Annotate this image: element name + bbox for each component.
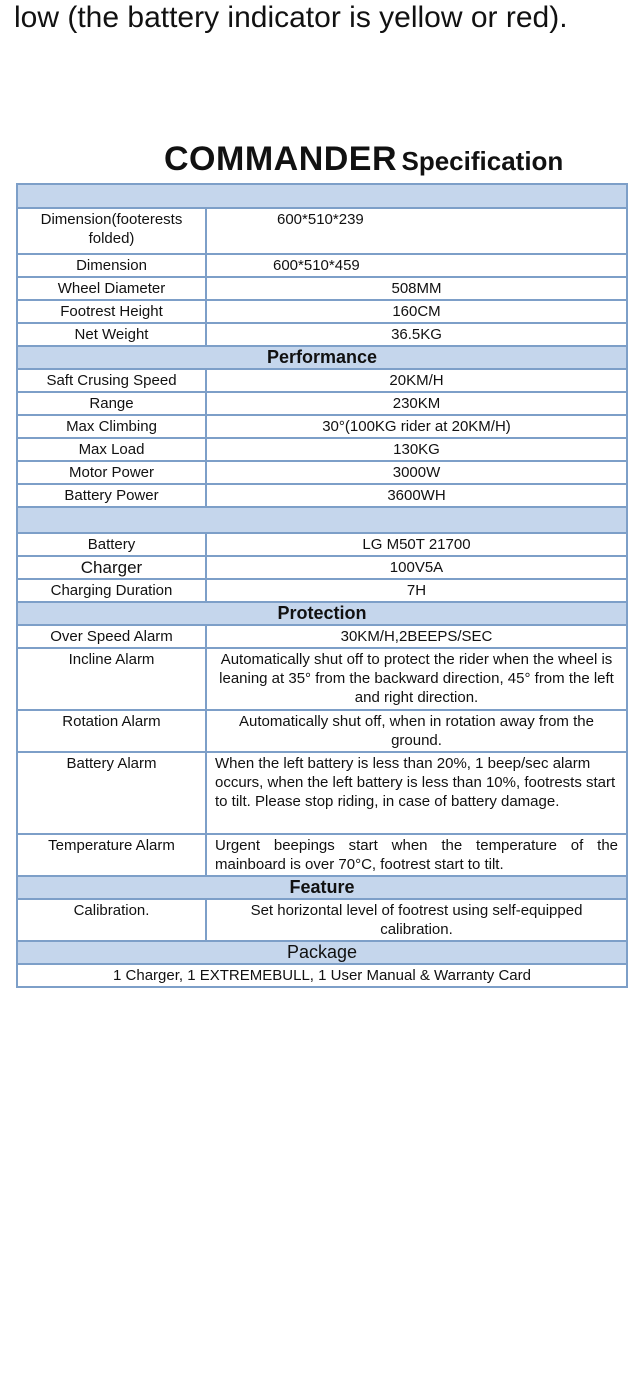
- package-contents: 1 Charger, 1 EXTREMEBULL, 1 User Manual & Warranty Card: [17, 964, 627, 987]
- table-row: [17, 254, 627, 277]
- section-package: [17, 941, 627, 964]
- section-heading: Performance: [17, 346, 627, 369]
- row-value: 3000W: [206, 461, 627, 484]
- table-row: [17, 461, 627, 484]
- row-value: 100V5A: [206, 556, 627, 579]
- row-label: Dimension(footerests folded): [17, 208, 206, 254]
- band-top: [17, 184, 627, 208]
- table-row: [17, 533, 627, 556]
- row-value: 3600WH: [206, 484, 627, 507]
- row-label: Net Weight: [17, 323, 206, 346]
- table-row: [17, 752, 627, 834]
- row-value: Urgent beepings start when the temperature of the mainboard is over 70°C, footrest start to tilt.: [206, 834, 627, 876]
- row-label: Motor Power: [17, 461, 206, 484]
- row-value: 600*510*459: [206, 254, 627, 277]
- row-value: 508MM: [206, 277, 627, 300]
- section-protection: [17, 602, 627, 625]
- intro-text: low (the battery indicator is yellow or red).: [14, 1, 568, 34]
- row-value: When the left battery is less than 20%, 1 beep/sec alarm occurs, when the left battery is less than 10%, footrests start to tilt. Please stop riding, in case of battery damage.: [206, 752, 627, 834]
- row-label: Rotation Alarm: [17, 710, 206, 752]
- band-battery: [17, 507, 627, 533]
- row-label: Dimension: [17, 254, 206, 277]
- table-row: [17, 277, 627, 300]
- section-performance: [17, 346, 627, 369]
- table-row: [17, 964, 627, 987]
- section-heading: Feature: [17, 876, 627, 899]
- row-value: 30°(100KG rider at 20KM/H): [206, 415, 627, 438]
- row-label: Range: [17, 392, 206, 415]
- spec-title-main: COMMANDER: [164, 140, 398, 178]
- table-row: [17, 556, 627, 579]
- table-row: [17, 648, 627, 710]
- row-label: Battery Power: [17, 484, 206, 507]
- table-row: [17, 323, 627, 346]
- row-value: 600*510*239: [206, 208, 627, 254]
- spec-title: [164, 140, 563, 179]
- row-label: Battery Alarm: [17, 752, 206, 834]
- table-row: [17, 208, 627, 254]
- row-value: 130KG: [206, 438, 627, 461]
- row-value: 230KM: [206, 392, 627, 415]
- row-label: Calibration.: [17, 899, 206, 941]
- table-row: [17, 625, 627, 648]
- table-row: [17, 369, 627, 392]
- section-heading: Protection: [17, 602, 627, 625]
- row-label: Temperature Alarm: [17, 834, 206, 876]
- row-value: 160CM: [206, 300, 627, 323]
- table-row: [17, 834, 627, 876]
- table-row: [17, 899, 627, 941]
- spec-title-sub: Specification: [401, 146, 564, 176]
- row-label: Footrest Height: [17, 300, 206, 323]
- row-value: 36.5KG: [206, 323, 627, 346]
- row-label: Battery: [17, 533, 206, 556]
- row-label: Over Speed Alarm: [17, 625, 206, 648]
- table-row: [17, 415, 627, 438]
- row-value: 30KM/H,2BEEPS/SEC: [206, 625, 627, 648]
- row-label: Max Load: [17, 438, 206, 461]
- table-row: [17, 392, 627, 415]
- spec-table: [16, 183, 628, 988]
- row-value: Set horizontal level of footrest using self-equipped calibration.: [206, 899, 627, 941]
- row-label: Max Climbing: [17, 415, 206, 438]
- row-label: Charging Duration: [17, 579, 206, 602]
- row-label: Charger: [17, 556, 206, 579]
- table-row: [17, 438, 627, 461]
- row-label: Incline Alarm: [17, 648, 206, 710]
- row-value: Automatically shut off to protect the rider when the wheel is leaning at 35° from the backward direction, 45° from the left and right direction.: [206, 648, 627, 710]
- row-label: Wheel Diameter: [17, 277, 206, 300]
- row-value: Automatically shut off, when in rotation away from the ground.: [206, 710, 627, 752]
- section-heading: Package: [17, 941, 627, 964]
- table-row: [17, 300, 627, 323]
- table-row: [17, 484, 627, 507]
- row-label: Saft Crusing Speed: [17, 369, 206, 392]
- row-value: 20KM/H: [206, 369, 627, 392]
- table-row: [17, 579, 627, 602]
- section-feature: [17, 876, 627, 899]
- row-value: 7H: [206, 579, 627, 602]
- table-row: [17, 710, 627, 752]
- row-value: LG M50T 21700: [206, 533, 627, 556]
